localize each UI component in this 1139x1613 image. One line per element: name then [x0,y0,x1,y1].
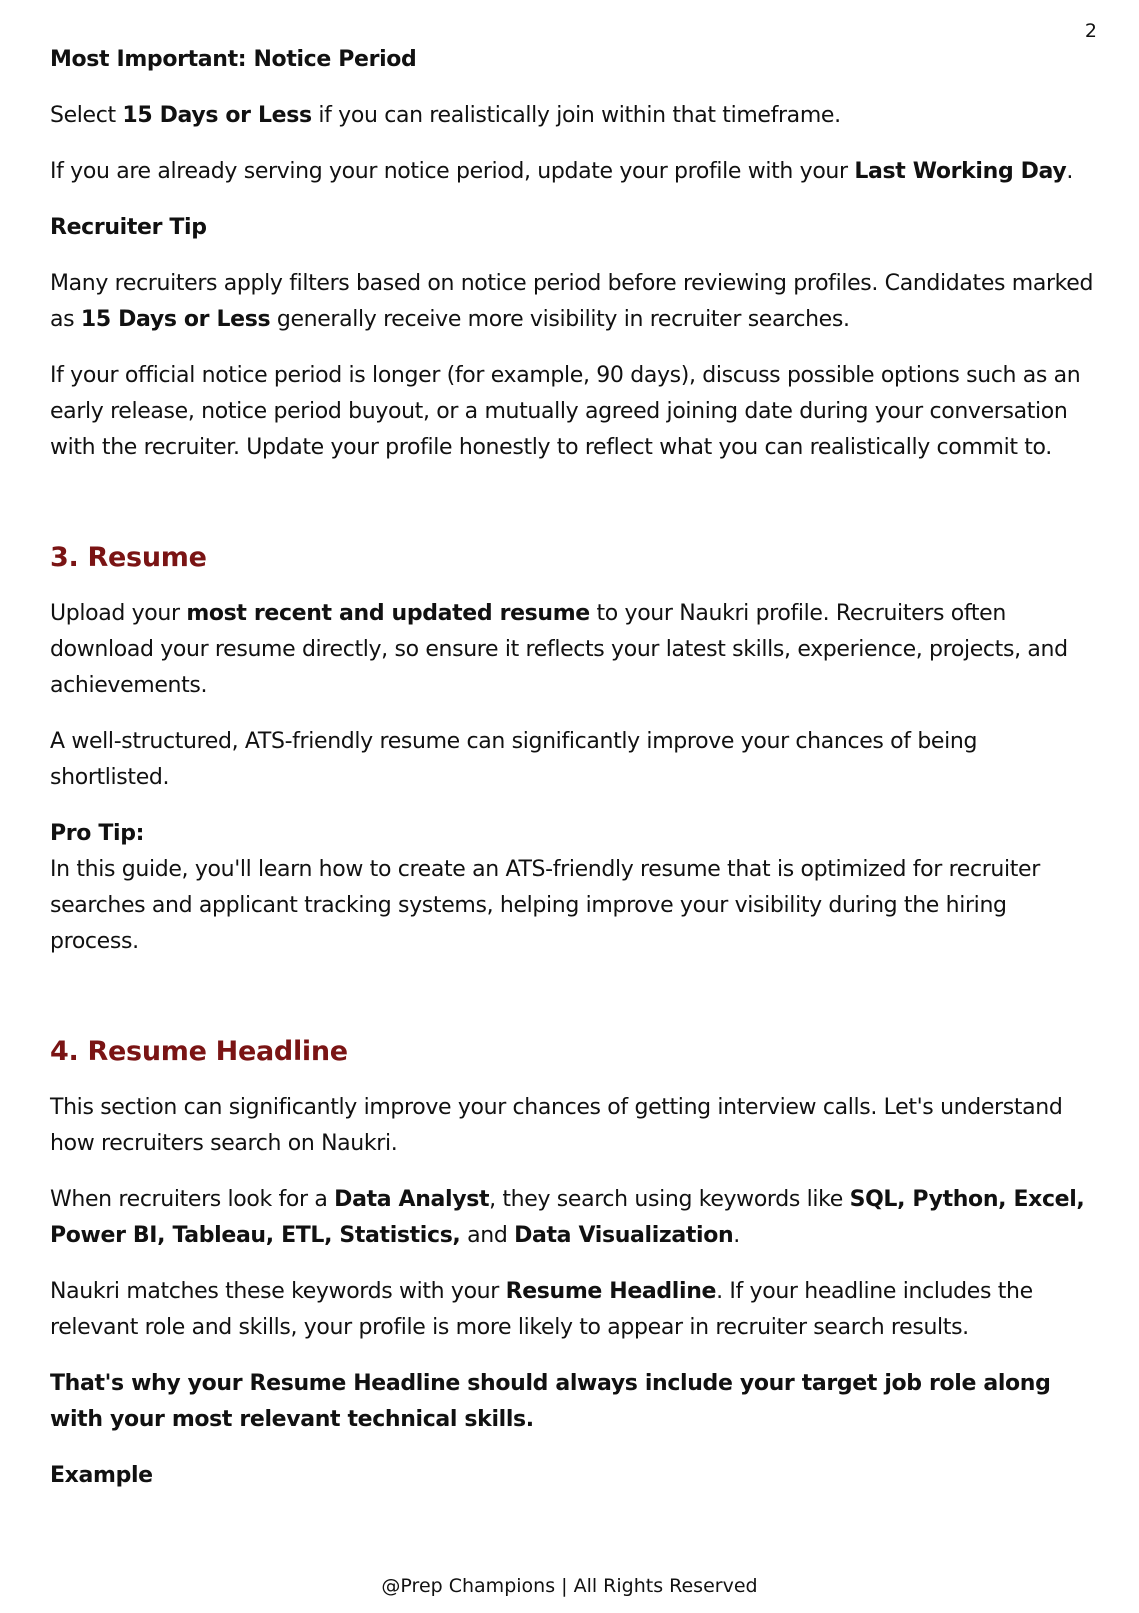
headline-emphasis-paragraph: That's why your Resume Headline should always include your target job role along with your most relevant technical skills. [50,1371,1051,1432]
resume-paragraph-2: A well-structured, ATS-friendly resume can significantly improve your chances of being shortlisted. [50,729,978,790]
example-heading: Example [50,1463,153,1488]
pro-tip-block [50,816,1095,960]
headline-paragraph-2: When recruiters look for a Data Analyst, they search using keywords like SQL, Python, Excel, Power BI, Tableau, ETL, Statistics, and Data Visualization. [50,1187,1085,1248]
recruiter-tip-paragraph: Many recruiters apply filters based on notice period before reviewing profiles. Candidates marked as 15 Days or Less generally receive more visibility in recruiter searches. [50,271,1094,332]
section-heading-resume-headline: 4. Resume Headline [50,1036,348,1067]
notice-period-heading: Most Important: Notice Period [50,47,417,72]
document-body [50,42,1095,1514]
headline-paragraph-1: This section can significantly improve your chances of getting interview calls. Let's understand how recruiters search on Naukri. [50,1095,1063,1156]
notice-period-paragraph-2: If you are already serving your notice period, update your profile with your Last Working Day. [50,159,1074,184]
recruiter-tip-heading: Recruiter Tip [50,215,207,240]
page-number: 2 [1084,20,1097,42]
notice-period-longer-paragraph: If your official notice period is longer (for example, 90 days), discuss possible options such as an early release, notice period buyout, or a mutually agreed joining date during your conversation with the recruiter. Update your profile honestly to reflect what you can realistically commit to. [50,363,1081,460]
section-heading-resume: 3. Resume [50,542,207,573]
resume-paragraph-1: Upload your most recent and updated resume to your Naukri profile. Recruiters often download your resume directly, so ensure it reflects your latest skills, experience, projects, and achievements. [50,601,1068,698]
footer-copyright: @Prep Champions | All Rights Reserved [381,1575,758,1597]
notice-period-paragraph-1: Select 15 Days or Less if you can realistically join within that timeframe. [50,103,841,128]
headline-paragraph-3: Naukri matches these keywords with your Resume Headline. If your headline includes the relevant role and skills, your profile is more likely to appear in recruiter search results. [50,1279,1033,1340]
pro-tip-label: Pro Tip: [50,821,145,846]
pro-tip-text: In this guide, you'll learn how to create an ATS-friendly resume that is optimized for recruiter searches and applicant tracking systems, helping improve your visibility during the hiring process. [50,857,1040,954]
